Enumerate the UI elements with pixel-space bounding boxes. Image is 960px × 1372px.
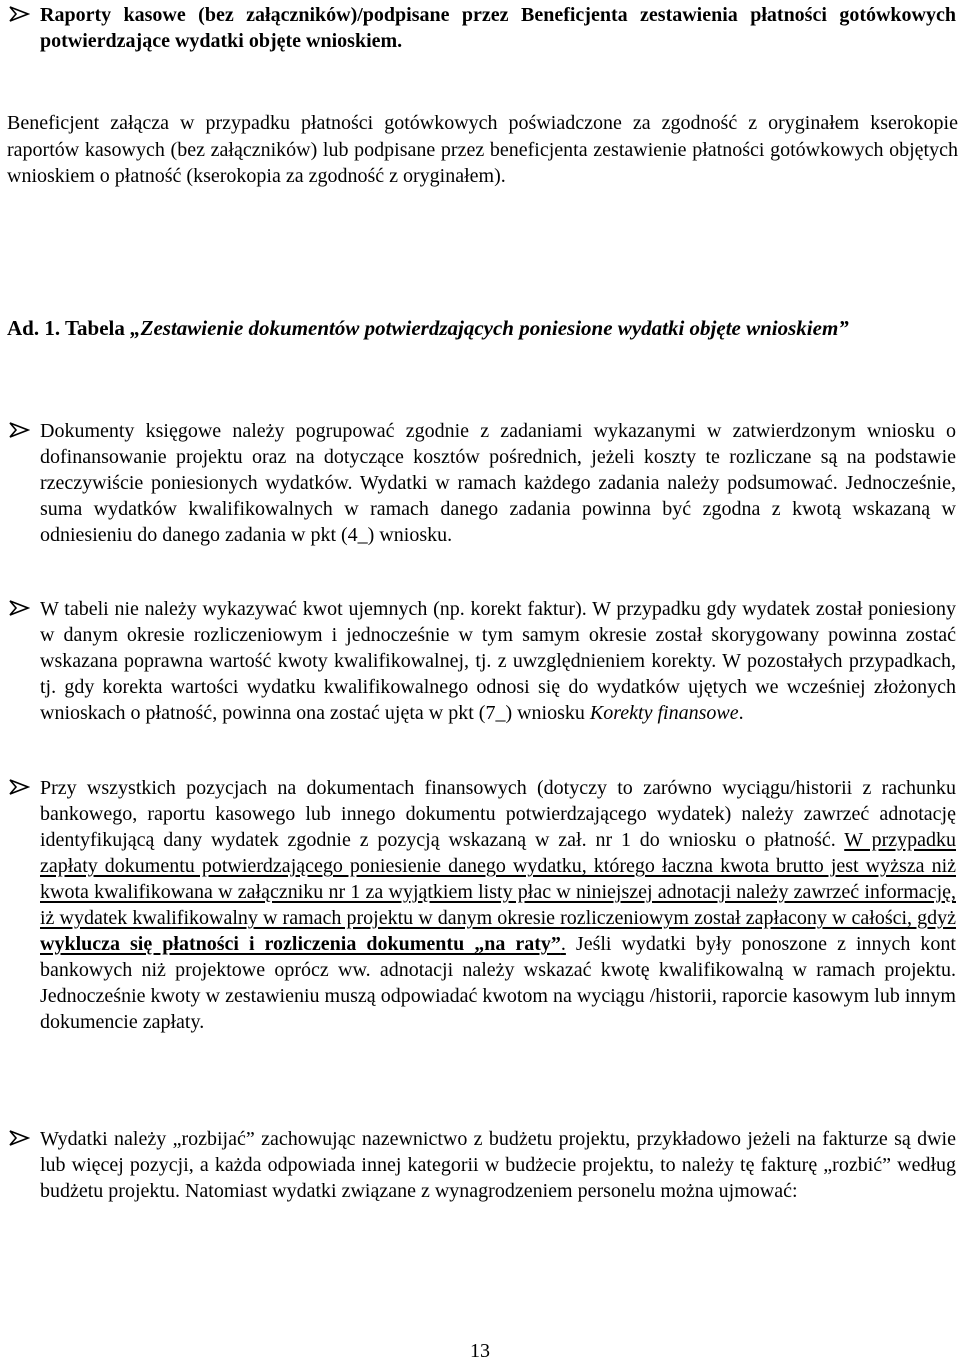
bullet-text: W tabeli nie należy wykazywać kwot ujemnych (np. korekt faktur). W przypadku gdy wydatek został poniesiony w danym okresie rozliczeniowym i jednocześnie w tym samym okresie został skorygowany powinna zostać wskazana poprawna wartość kwoty kwalifikowalnej, tj. z uwzględnieniem korekty. W pozostałych przypadkach, tj. gdy korekta wartości wydatku kwalifikowalnego odnosi się do wydatków ujętych we wcześniej złożonych wnioskach o płatność, powinna ona zostać ujęta w pkt (7_) wniosku Korekty finansowe. xyxy=(40,598,956,724)
arrow-bullet-icon xyxy=(8,599,30,617)
list-item xyxy=(8,418,956,548)
heading-title: „Zestawienie dokumentów potwierdzających poniesione wydatki objęte wnioskiem” xyxy=(130,316,849,340)
arrow-bullet-icon xyxy=(8,5,30,23)
underlined-note: W przypadku zapłaty dokumentu potwierdzającego poniesienie danego wydatku, którego łaczna kwota brutto jest wyższa niż kwota kwalifikowana w załączniku nr 1 za wyjątkiem listy płac w niniejszej adnotacji należy zawrzeć informację, iż wydatek kwalifikowalny w ramach projektu w danym okresie rozliczeniowym został zapłacony w całości, gdyż wyklucza się płatności i rozliczenia dokumentu „na raty”. xyxy=(40,829,956,955)
bullet-text: Przy wszystkich pozycjach na dokumentach finansowych (dotyczy to zarówno wyciągu/historii z rachunku bankowego, raportu kasowego lub innego dokumentu potwierdzającego wydatek) należy zawrzeć adnotację identyfikującą dany wydatek zgodnie z pozycją wskazaną w zał. nr 1 do wniosku o płatność. W przypadku zapłaty dokumentu potwierdzającego poniesienie danego wydatku, którego łaczna kwota brutto jest wyższa niż kwota kwalifikowana w załączniku nr 1 za wyjątkiem listy płac w niniejszej adnotacji należy zawrzeć informację, iż wydatek kwalifikowalny w ramach projektu w danym okresie rozliczeniowym został zapłacony w całości, gdyż wyklucza się płatności i rozliczenia dokumentu „na raty”. Jeśli wydatki były ponoszone z innych kont bankowych niż projektowe oprócz ww. adnotacji należy wskazać kwotę kwalifikowalną w ramach projektu. Jednocześnie kwoty w zestawieniu muszą odpowiadać kwotom na wyciągu /historii, raporcie kasowym lub innym dokumencie zapłaty. xyxy=(40,777,956,1033)
table-heading xyxy=(7,314,957,343)
list-item xyxy=(8,775,956,1035)
arrow-bullet-icon xyxy=(8,778,30,796)
page-number: 13 xyxy=(470,1340,490,1362)
bullet-text: Wydatki należy „rozbijać” zachowując nazewnictwo z budżetu projektu, przykładowo jeżeli na fakturze są dwie lub więcej pozycji, a każda odpowiada innej kategorii w budżecie projektu, to należy tę fakturę „rozbić” według budżetu projektu. Natomiast wydatki związane z wynagrodzeniem personelu można ujmować: xyxy=(40,1128,956,1202)
list-item xyxy=(8,596,956,726)
heading-prefix: Ad. 1. Tabela xyxy=(7,316,131,340)
section-bullet xyxy=(8,2,956,54)
intro-paragraph: Beneficjent załącza w przypadku płatności gotówkowych poświadczone za zgodność z oryginałem kserokopie raportów kasowych (bez załączników) lub podpisane przez beneficjenta zestawienie płatności gotówkowych objętych wnioskiem o płatność (kserokopia za zgodność z oryginałem). xyxy=(7,112,958,187)
italic-term: Korekty finansowe xyxy=(589,702,739,724)
bullet-text: Dokumenty księgowe należy pogrupować zgodnie z zadaniami wykazanymi w zatwierdzonym wniosku o dofinansowanie projektu oraz na dotyczące kosztów pośrednich, jeżeli koszty te rozliczane są na podstawie rzeczywiście poniesionych wydatków. Wydatki w ramach każdego zadania należy podsumować. Jednocześnie, suma wydatków kwalifikowalnych w ramach danego zadania powinna być zgodna z kwotą wskazaną w odniesieniu do danego zadania w pkt (4_) wniosku. xyxy=(40,420,956,546)
bold-underlined-note: wyklucza się płatności i rozliczenia dokumentu „na raty” xyxy=(40,933,561,955)
section-title: Raporty kasowe (bez załączników)/podpisane przez Beneficjenta zestawienia płatności gotówkowych potwierdzające wydatki objęte wnioskiem. xyxy=(40,4,956,52)
arrow-bullet-icon xyxy=(8,1129,30,1147)
list-item xyxy=(8,1126,956,1204)
arrow-bullet-icon xyxy=(8,421,30,439)
